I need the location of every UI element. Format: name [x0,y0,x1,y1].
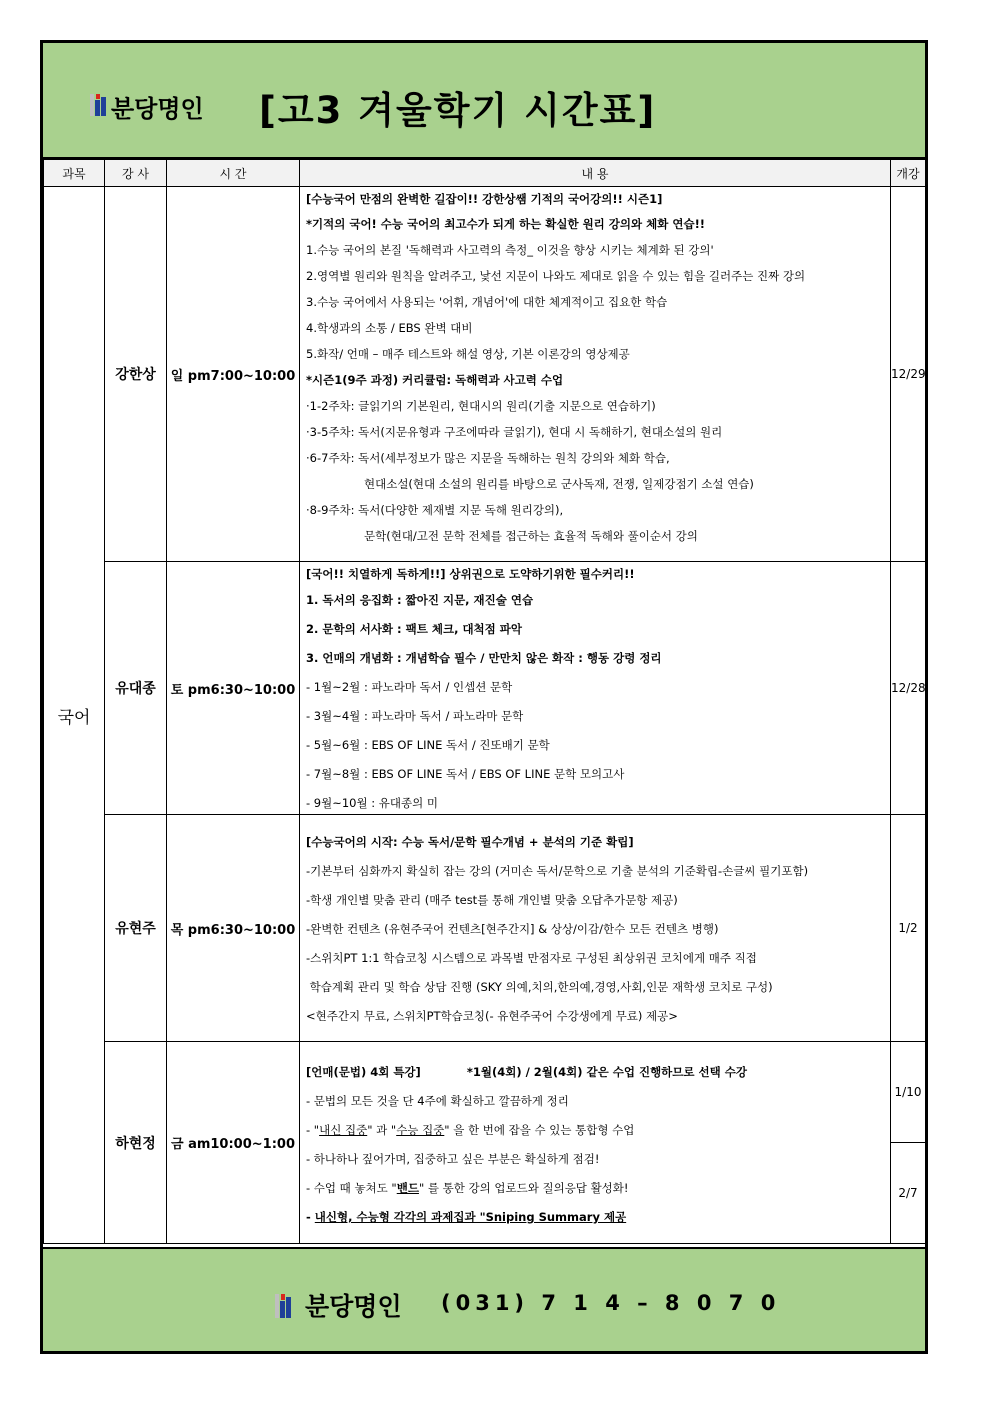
col-time-header: 시 간 [167,160,300,187]
table-row [44,562,926,815]
list-item: 3.수능 국어에서 사용되는 '어휘, 개념어'에 대한 체계적이고 집요한 학습 [306,295,668,309]
list-item: 5.화작/ 언매 – 매주 테스트와 해설 영상, 기본 이론강의 영상제공 [306,347,630,361]
time-cell: 일 pm7:00~10:00 [167,187,300,562]
page-title: [고3 겨울학기 시간표] [259,89,657,132]
header-banner [43,43,925,159]
footer-banner [43,1247,925,1351]
list-item: - 하나하나 짚어가며, 집중하고 싶은 부분은 확실하게 점검! [306,1152,600,1166]
list-item: 2.영역별 원리와 원칙을 알려주고, 낯선 지문이 나와도 제대로 읽을 수 있는 힘을 길러주는 진짜 강의 [306,269,806,283]
content-cell [300,1042,891,1244]
timetable [43,159,926,1244]
col-subject-header: 과목 [44,160,105,187]
col-content-header: 내 용 [300,160,891,187]
time-cell: 금 am10:00~1:00 [167,1042,300,1244]
content-cell [300,187,891,562]
curriculum-heading: *시즌1(9주 과정) 커리큘럼: 독해력과 사고력 수업 [306,373,564,387]
teacher-cell: 유현주 [105,815,167,1042]
teacher-cell: 하현정 [105,1042,167,1244]
col-teacher-header: 강 사 [105,160,167,187]
course-heading: [언매(문법) 4회 특강] [306,1065,421,1079]
start-date-cell: 12/28 [891,562,926,815]
list-item: 3. 언매의 개념화 : 개념학습 필수 / 만만치 않은 화작 : 행동 강령 정리 [306,651,662,665]
course-heading: [수능국어의 시작: 수능 독서/문학 필수개념 + 분석의 기준 확립] [306,835,634,849]
time-cell: 토 pm6:30~10:00 [167,562,300,815]
list-item: - 3월~4월 : 파노라마 독서 / 파노라마 문학 [306,709,524,723]
table-row [44,1042,926,1143]
phone-number: (031) 7 1 4 – 8 0 7 0 [441,1291,781,1315]
list-item: - "내신 집중" 과 "수능 집중" 을 한 번에 잡을 수 있는 통합형 수업 [306,1123,635,1137]
table-row [44,815,926,1042]
content-cell [300,562,891,815]
list-item: -학생 개인별 맞춤 관리 (매주 test를 통해 개인별 맞춤 오답추가문항 제공) [306,893,678,907]
list-item: 1.수능 국어의 본질 '독해력과 사고력의 측정_ 이것을 향상 시키는 체계화 된 강의' [306,243,714,257]
list-item: 학습계획 관리 및 학습 상담 진행 (SKY 의예,치의,한의예,경영,사회,인문 재학생 코치로 구성) [306,980,773,994]
course-heading: [수능국어 만점의 완벽한 길잡이!! 강한상쌤 기적의 국어강의!! 시즌1] [306,192,663,206]
content-cell [300,815,891,1042]
start-date-cell: 1/10 [891,1042,926,1143]
teacher-cell: 강한상 [105,187,167,562]
list-item: - 수업 때 놓쳐도 "밴드" 를 통한 강의 업로드와 질의응답 활성화! [306,1181,629,1195]
start-date-cell: 2/7 [891,1143,926,1244]
table-row [44,187,926,562]
list-item: - 내신형, 수능형 각각의 과제집과 "Sniping Summary 제공 [306,1210,627,1224]
list-item: -기본부터 심화까지 확실히 잡는 강의 (거미손 독서/문학으로 기출 분석의 기준확립-손글씨 필기포함) [306,864,809,878]
teacher-cell: 유대종 [105,562,167,815]
list-item: -스위치PT 1:1 학습코칭 시스템으로 과목별 만점자로 구성된 최상위권 코치에게 매주 직접 [306,951,757,965]
bundang-logo-icon [90,94,106,116]
course-note: *1월(4회) / 2월(4회) 같은 수업 진행하므로 선택 수강 [466,1065,747,1079]
list-item: ·3-5주차: 독서(지문유형과 구조에따라 글읽기), 현대 시 독해하기, 현대소설의 원리 [306,425,723,439]
schedule-sheet [40,40,928,1354]
list-item: ·8-9주차: 독서(다양한 제재별 지문 독해 원리강의), [306,503,564,517]
list-item: - 5월~6월 : EBS OF LINE 독서 / 진또배기 문학 [306,738,550,752]
start-date-cell: 12/29 [891,187,926,562]
list-item: 문학(현대/고전 문학 전체를 접근하는 효율적 독해와 풀이순서 강의 [364,529,698,543]
list-item: 2. 문학의 서사화 : 팩트 체크, 대척점 파악 [306,622,522,636]
footer-brand-name: 분당명인 [305,1292,402,1321]
list-item: ·1-2주차: 글읽기의 기본원리, 현대시의 원리(기출 지문으로 연습하기) [306,399,656,413]
bundang-logo-icon [275,1294,291,1318]
list-item: - 1월~2월 : 파노라마 독서 / 인셉션 문학 [306,680,513,694]
list-item: ·6-7주차: 독서(세부정보가 많은 지문을 독해하는 원칙 강의와 체화 학습, [306,451,670,465]
course-subheading: *기적의 국어! 수능 국어의 최고수가 되게 하는 확실한 원리 강의와 체화 연습!! [306,217,706,231]
list-item: 1. 독서의 응집화 : 짧아진 지문, 재진술 연습 [306,593,534,607]
course-heading: [국어!! 치열하게 독하게!!] 상위권으로 도약하기위한 필수커리!! [306,567,635,581]
col-start-header: 개강 [891,160,926,187]
list-item: -완벽한 컨텐츠 (유현주국어 컨텐츠[현주간지] & 상상/이감/한수 모든 컨텐츠 병행) [306,922,719,936]
list-item: 현대소설(현대 소설의 원리를 바탕으로 군사독재, 전쟁, 일제강점기 소설 연습) [364,477,754,491]
start-date-cell: 1/2 [891,815,926,1042]
brand-name: 분당명인 [111,95,204,123]
subject-cell: 국어 [44,187,105,1244]
list-item: <현주간지 무료, 스위치PT학습코칭(- 유현주국어 수강생에게 무료) 제공> [306,1009,678,1023]
time-cell: 목 pm6:30~10:00 [167,815,300,1042]
table-header-row [44,160,926,187]
list-item: 4.학생과의 소통 / EBS 완벽 대비 [306,321,473,335]
list-item: - 7월~8월 : EBS OF LINE 독서 / EBS OF LINE 문학 모의고사 [306,767,625,781]
list-item: - 9월~10월 : 유대종의 미 [306,796,438,810]
list-item: - 문법의 모든 것을 단 4주에 확실하고 깔끔하게 정리 [306,1094,569,1108]
